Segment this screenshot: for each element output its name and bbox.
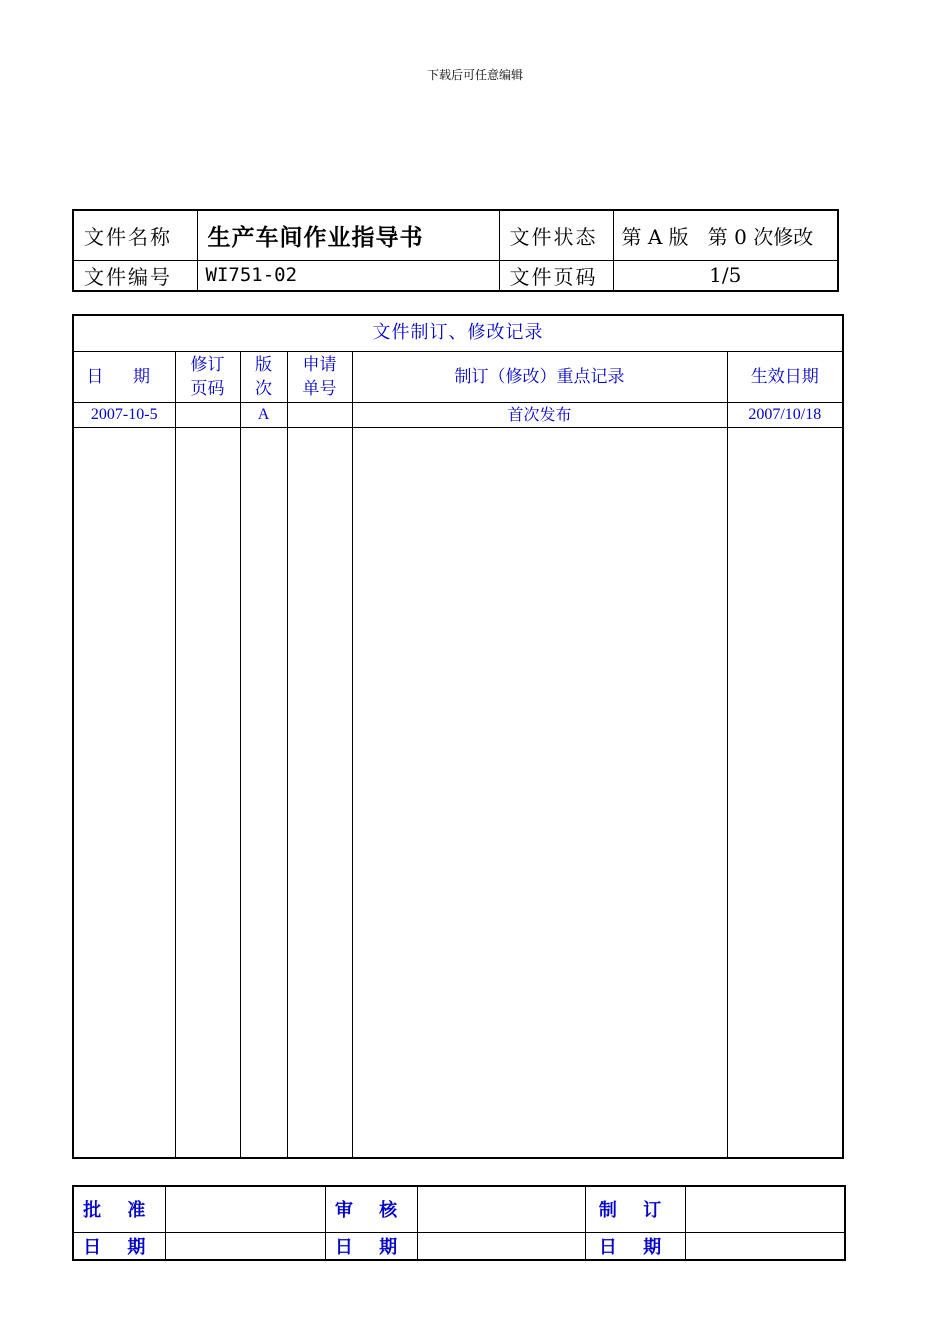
- document-status-label: 文件状态: [499, 210, 613, 260]
- document-page-label: 文件页码: [499, 260, 613, 291]
- approve-date-value: [165, 1232, 325, 1260]
- review-date-value: [417, 1232, 585, 1260]
- status-revision: 第 0 次修改: [707, 224, 814, 249]
- document-info-table: [72, 209, 839, 292]
- row-request-number: [287, 402, 352, 427]
- review-label: 审 核: [325, 1186, 417, 1232]
- approval-table: [72, 1185, 846, 1261]
- draft-value: [685, 1186, 845, 1232]
- empty-cell: [240, 427, 287, 1158]
- document-name-label: 文件名称: [73, 210, 197, 260]
- status-version: 第 A 版: [621, 224, 689, 249]
- header-revised-pages-line1: 修订: [190, 354, 225, 375]
- row-date: 2007-10-5: [73, 402, 175, 427]
- header-effective-date: 生效日期: [727, 351, 843, 402]
- draft-label: 制 订: [585, 1186, 685, 1232]
- row-revision-content: 首次发布: [352, 402, 727, 427]
- header-revised-pages-line2: 页码: [190, 378, 225, 399]
- draft-date-label: 日 期: [585, 1232, 685, 1260]
- header-revised-pages: [175, 351, 240, 402]
- header-request-number: [287, 351, 352, 402]
- document-code-value: WI751-02: [197, 260, 499, 291]
- document-page-value: 1/5: [613, 260, 838, 291]
- revision-record-table: [72, 314, 844, 1159]
- empty-cell: [727, 427, 843, 1158]
- header-revision-content: 制订（修改）重点记录: [352, 351, 727, 402]
- review-date-label: 日 期: [325, 1232, 417, 1260]
- row-version: A: [240, 402, 287, 427]
- review-value: [417, 1186, 585, 1232]
- header-version-line2: 次: [255, 378, 272, 399]
- empty-cell: [352, 427, 727, 1158]
- approve-value: [165, 1186, 325, 1232]
- table-row: [73, 402, 843, 427]
- header-request-number-line1: 申请: [302, 354, 337, 375]
- table-row-empty: [73, 427, 843, 1158]
- header-date: 日 期: [73, 351, 175, 402]
- header-version: [240, 351, 287, 402]
- document-name-value: 生产车间作业指导书: [197, 210, 499, 260]
- document-status-value: [613, 210, 838, 260]
- empty-cell: [175, 427, 240, 1158]
- header-version-line1: 版: [255, 354, 272, 375]
- row-effective-date: 2007/10/18: [727, 402, 843, 427]
- header-request-number-line2: 单号: [302, 378, 337, 399]
- page-header-note: 下载后可任意编辑: [426, 68, 523, 82]
- revision-table-caption: 文件制订、修改记录: [73, 315, 843, 351]
- empty-cell: [73, 427, 175, 1158]
- draft-date-value: [685, 1232, 845, 1260]
- approve-label: 批 准: [73, 1186, 165, 1232]
- document-code-label: 文件编号: [73, 260, 197, 291]
- row-revised-pages: [175, 402, 240, 427]
- empty-cell: [287, 427, 352, 1158]
- approve-date-label: 日 期: [73, 1232, 165, 1260]
